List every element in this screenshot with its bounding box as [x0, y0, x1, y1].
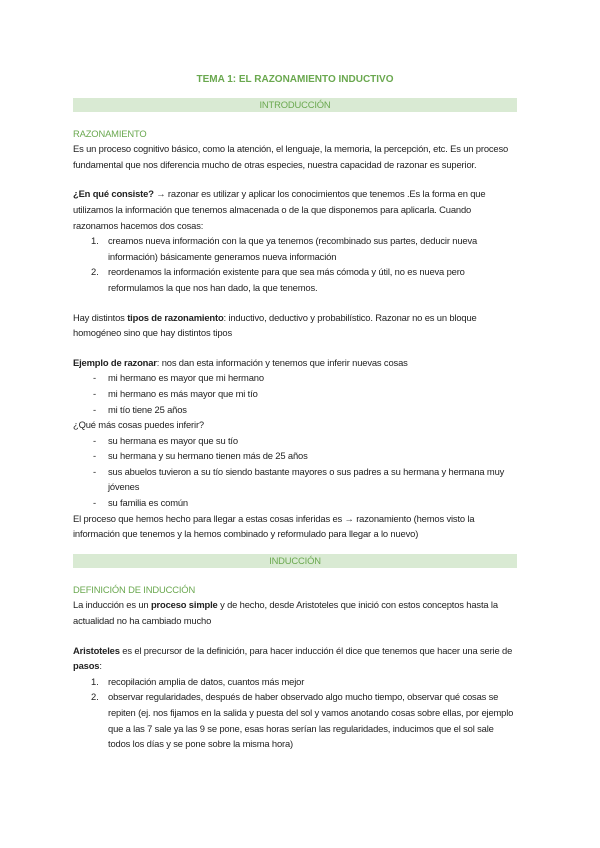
- aristoteles-bold: Aristoteles: [73, 644, 120, 656]
- ejemplo-question: ¿Qué más cosas puedes inferir?: [73, 419, 204, 431]
- list-item: - su hermana es mayor que su tío: [93, 434, 238, 446]
- ejemplo-bold: Ejemplo de razonar: [73, 356, 157, 368]
- list-item: 2. observar regularidades, después de haber observado algo mucho tiempo, observar qué cosas se repiten (ej. nos fijamos en la salida y puesta del sol y vamos anotando cosas sobre ellas, por ejemplo que a las 7 sale ya las 9 se pone, esas horas serían las regularidades, inducimos que el sol sale todos los días y se pone sobre la misma hora): [91, 691, 514, 750]
- proceso-simple-bold: proceso simple: [150, 599, 218, 611]
- aristoteles-steps-list: [73, 674, 517, 752]
- tipos-bold: tipos de razonamiento: [127, 311, 224, 323]
- ejemplo-paragraph: Ejemplo de razonar: nos dan esta información y tenemos que inferir nuevas cosas: [73, 356, 408, 368]
- list-item: - su hermana y su hermano tienen más de 25 años: [93, 450, 308, 462]
- section-band-induccion: INDUCCIÓN: [73, 554, 517, 568]
- definicion-paragraph: La inducción es un proceso simple y de hecho, desde Aristoteles que inició con estos conceptos hasta la actualidad no ha cambiado mucho: [73, 599, 498, 627]
- razonamiento-definition: Es un proceso cognitivo básico, como la atención, el lenguaje, la memoria, la percepción, etc. Es un proceso fundamental que nos diferencia mucho de otras especies, nuestra capacidad de razonar es superior.: [73, 143, 509, 170]
- list-item: - sus abuelos tuvieron a su tío siendo bastante mayores o sus padres a su hermana y hermana muy jóvenes: [93, 465, 505, 493]
- aristoteles-paragraph: Aristoteles es el precursor de la definición, para hacer inducción él dice que tenemos que hacer una serie de pasos:: [73, 644, 513, 672]
- tipos-paragraph: Hay distintos tipos de razonamiento: inductivo, deductivo y probabilístico. Razonar no es un bloque homogéneo sino que hay distintos tipos: [73, 311, 477, 339]
- heading-definicion-induccion: DEFINICIÓN DE INDUCCIÓN: [73, 583, 196, 595]
- ejemplo-inferences-list: [73, 433, 517, 511]
- list-item: 1. recopilación amplia de datos, cuantos más mejor: [91, 675, 305, 687]
- ejemplo-conclusion: El proceso que hemos hecho para llegar a estas cosas inferidas es → razonamiento (hemos visto la información que tenemos y la hemos combinado y reformulado para llegar a lo nuevo): [73, 512, 475, 540]
- que-consiste-bold: ¿En qué consiste?: [73, 188, 154, 200]
- document-content: [73, 72, 517, 752]
- section-band-introduccion: INTRODUCCIÓN: [73, 98, 517, 112]
- heading-razonamiento: RAZONAMIENTO: [73, 127, 147, 139]
- razonar-steps-list: [73, 233, 517, 295]
- list-item: - mi hermano es más mayor que mi tío: [93, 387, 258, 399]
- que-consiste-text: → razonar es utilizar y aplicar los conocimientos que tenemos .Es la forma en que utilizamos la información que tenemos almacenada o de la que disponemos para aplicarla. Cuando razonamos hacemos dos cosas:: [73, 188, 486, 231]
- list-item: - mi tío tiene 25 años: [93, 403, 187, 415]
- list-item: - su familia es común: [93, 497, 188, 509]
- pasos-bold: pasos: [73, 660, 100, 672]
- document-title: TEMA 1: EL RAZONAMIENTO INDUCTIVO: [196, 74, 394, 85]
- list-item: - mi hermano es mayor que mi hermano: [93, 372, 264, 384]
- list-item: 2. reordenamos la información existente para que sea más cómoda y útil, no es nueva pero reformulamos la que nos han dado, la que tenemos.: [91, 266, 465, 293]
- que-consiste-paragraph: [73, 186, 517, 233]
- ejemplo-facts-list: [73, 370, 517, 417]
- list-item: 1. creamos nueva información con la que ya tenemos (recombinado sus partes, deducir nueva información) básicamente generamos nueva información: [91, 235, 478, 262]
